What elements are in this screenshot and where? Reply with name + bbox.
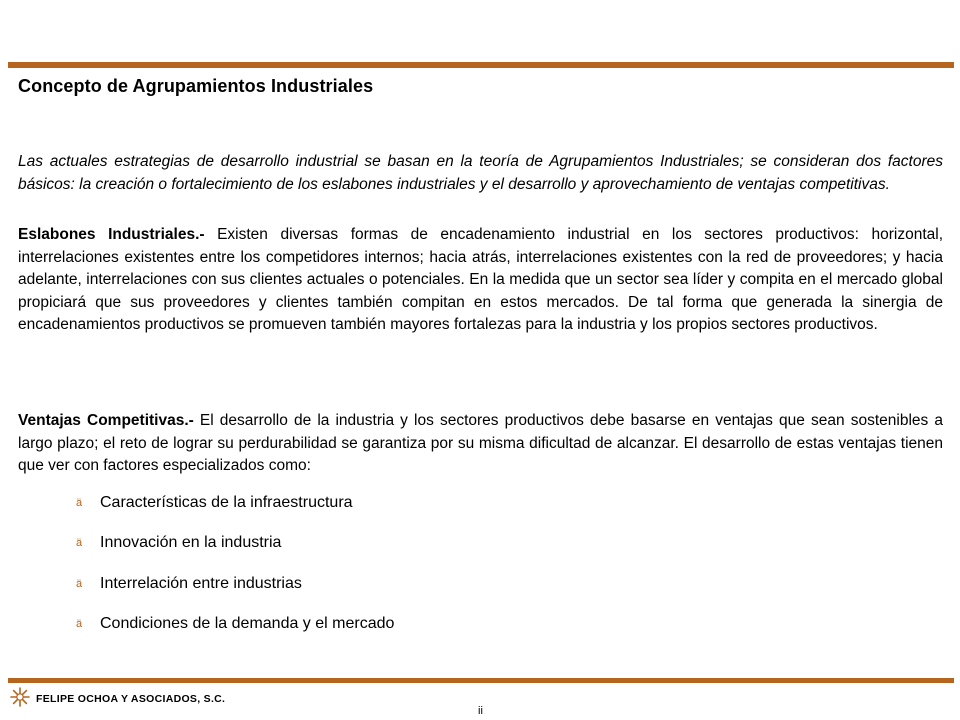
eslabones-text: Existen diversas formas de encadenamiento industrial en los sectores productivos: horizontal, interrelaciones existentes entre los competidores internos; hacia atrás, interrelaciones existentes con la red de proveedores; y hacia adelante, interrelaciones con sus clientes actuales o potenciales. En la medida que un sector sea líder y compita en el mercado global propiciará que sus proveedores y clientes también compitan en estos mercados. De tal forma que generada la sinergia de encadenamientos productivos se promueven también mayores fortalezas para la industria y los propios sectores productivos. [18, 226, 944, 333]
company-logo-icon [9, 686, 31, 708]
list-item [76, 571, 394, 611]
bullet-arrow-icon: ä [76, 537, 83, 550]
list-item [76, 611, 394, 651]
eslabones-label: Eslabones Industriales.- [18, 226, 205, 243]
list-item [76, 490, 394, 530]
intro-paragraph: Las actuales estrategias de desarrollo industrial se basan en la teoría de Agrupamientos Industriales; se consideran dos factores básicos: la creación o fortalecimiento de los eslabones industriales y el desarrollo y aprovechamiento de ventajas competitivas. [18, 153, 943, 193]
ventajas-paragraph [18, 410, 943, 478]
ventajas-text: El desarrollo de la industria y los sectores productivos debe basarse en ventajas que sean sostenibles a largo plazo; el reto de lograr su perdurabilidad se garantiza por su misma dificultad de alcanzar. El desarrollo de estas ventajas tienen que ver con factores especializados como: [18, 412, 943, 474]
list-item-label: Interrelación entre industrias [100, 574, 302, 592]
list-item-label: Innovación en la industria [100, 534, 282, 552]
bullet-arrow-icon: ä [76, 617, 83, 630]
list-item-label: Condiciones de la demanda y el mercado [100, 614, 395, 632]
list-item-label: Características de la infraestructura [100, 494, 353, 511]
bullet-arrow-icon: ä [76, 497, 83, 509]
footer-company-name: FELIPE OCHOA Y ASOCIADOS, S.C. [36, 693, 226, 705]
page-number: ii [478, 705, 483, 717]
list-item [76, 530, 394, 570]
top-divider [8, 62, 954, 68]
bullet-arrow-icon: ä [76, 577, 83, 590]
eslabones-paragraph [18, 224, 943, 337]
page-title: Concepto de Agrupamientos Industriales [18, 76, 374, 96]
factors-list [76, 490, 394, 651]
ventajas-label: Ventajas Competitivas.- [18, 412, 194, 429]
bottom-divider [8, 678, 954, 683]
